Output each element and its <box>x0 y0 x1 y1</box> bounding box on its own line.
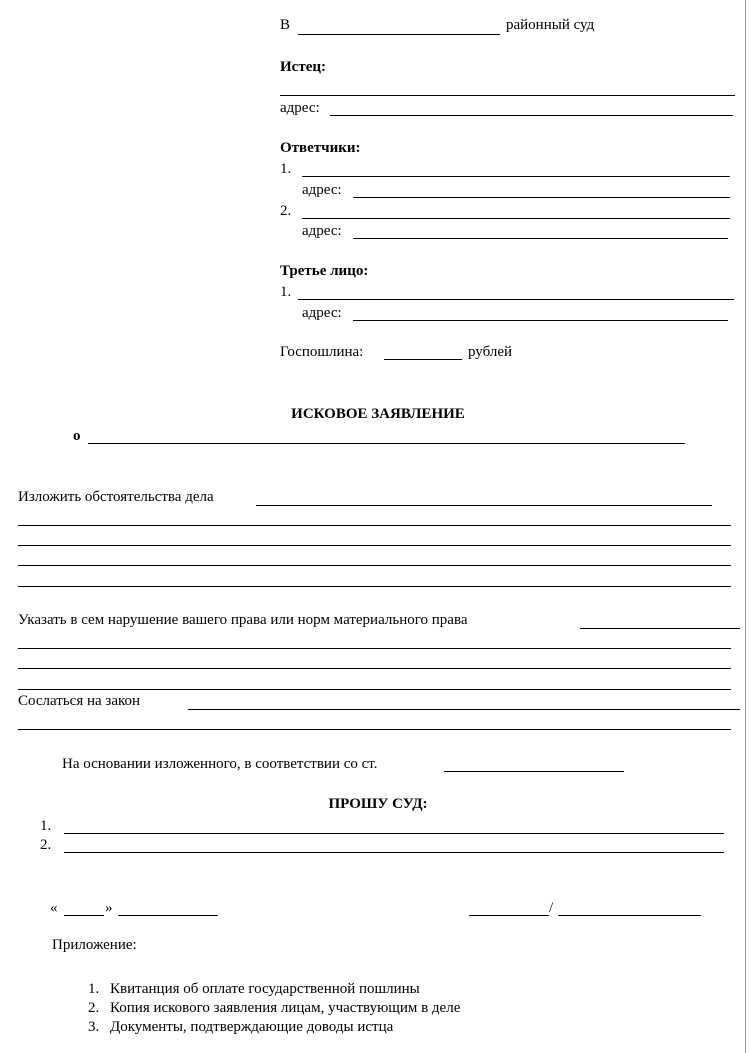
circumstances-blank-4[interactable] <box>18 565 731 566</box>
request-2-blank[interactable] <box>64 852 724 853</box>
defendant-2-address-label: адрес: <box>302 223 342 239</box>
attachments-label: Приложение: <box>52 937 137 953</box>
violation-blank-2[interactable] <box>18 648 731 649</box>
violation-blank-3[interactable] <box>18 668 731 669</box>
claim-subject-blank[interactable] <box>88 443 685 444</box>
third-party-address-label: адрес: <box>302 305 342 321</box>
defendant-1-blank[interactable] <box>302 176 730 177</box>
attachment-3-text: Документы, подтверждающие доводы истца <box>110 1019 394 1035</box>
fee-unit: рублей <box>468 344 513 360</box>
defendant-2-address-blank[interactable] <box>353 238 728 239</box>
request-heading: ПРОШУ СУД: <box>328 796 428 812</box>
signature-name-blank[interactable] <box>558 915 701 916</box>
third-party-1-number: 1. <box>280 284 292 300</box>
third-party-label: Третье лицо: <box>280 263 369 279</box>
date-quote-open: « <box>50 900 58 916</box>
date-quote-close: » <box>105 900 113 916</box>
page-edge <box>745 0 746 1053</box>
date-day-blank[interactable] <box>64 915 104 916</box>
signature-blank[interactable] <box>469 915 549 916</box>
defendant-2-blank[interactable] <box>302 218 730 219</box>
signature-slash: / <box>549 900 554 916</box>
violation-blank-1[interactable] <box>580 628 740 629</box>
date-month-year-blank[interactable] <box>118 915 218 916</box>
request-1-blank[interactable] <box>64 833 724 834</box>
attachment-1-number: 1. <box>88 981 100 997</box>
plaintiff-address-label: адрес: <box>280 100 320 116</box>
fee-amount-blank[interactable] <box>384 359 462 360</box>
circumstances-blank-1[interactable] <box>256 505 712 506</box>
defendant-1-address-label: адрес: <box>302 182 342 198</box>
circumstances-blank-2[interactable] <box>18 525 731 526</box>
request-1-number: 1. <box>40 818 52 834</box>
defendant-2-number: 2. <box>280 203 292 219</box>
defendant-1-number: 1. <box>280 161 292 177</box>
fee-label: Госпошлина: <box>280 344 364 360</box>
court-suffix: районный суд <box>506 17 595 33</box>
law-blank-1[interactable] <box>188 709 740 710</box>
court-name-blank[interactable] <box>298 34 500 35</box>
law-prompt: Сослаться на закон <box>18 693 141 709</box>
basis-article-blank[interactable] <box>444 771 624 772</box>
defendants-label: Ответчики: <box>280 140 361 156</box>
basis-text: На основании изложенного, в соответствии со ст. <box>62 756 378 772</box>
circumstances-blank-5[interactable] <box>18 586 731 587</box>
circumstances-blank-3[interactable] <box>18 545 731 546</box>
about-prefix: о <box>73 428 81 444</box>
third-party-1-blank[interactable] <box>298 299 734 300</box>
third-party-address-blank[interactable] <box>353 320 728 321</box>
attachment-2-number: 2. <box>88 1000 100 1016</box>
defendant-1-address-blank[interactable] <box>353 197 730 198</box>
plaintiff-name-blank[interactable] <box>280 95 735 96</box>
law-blank-2[interactable] <box>18 729 731 730</box>
court-prefix: В <box>280 17 291 33</box>
attachment-3-number: 3. <box>88 1019 100 1035</box>
attachment-1-text: Квитанция об оплате государственной пошлины <box>110 981 420 997</box>
plaintiff-label: Истец: <box>280 59 326 75</box>
plaintiff-address-blank[interactable] <box>330 115 733 116</box>
violation-prompt: Указать в сем нарушение вашего права или норм материального права <box>18 612 468 628</box>
request-2-number: 2. <box>40 837 52 853</box>
violation-blank-4[interactable] <box>18 689 731 690</box>
attachment-2-text: Копия искового заявления лицам, участвующим в деле <box>110 1000 461 1016</box>
document-title: ИСКОВОЕ ЗАЯВЛЕНИЕ <box>291 406 465 422</box>
circumstances-prompt: Изложить обстоятельства дела <box>18 489 214 505</box>
